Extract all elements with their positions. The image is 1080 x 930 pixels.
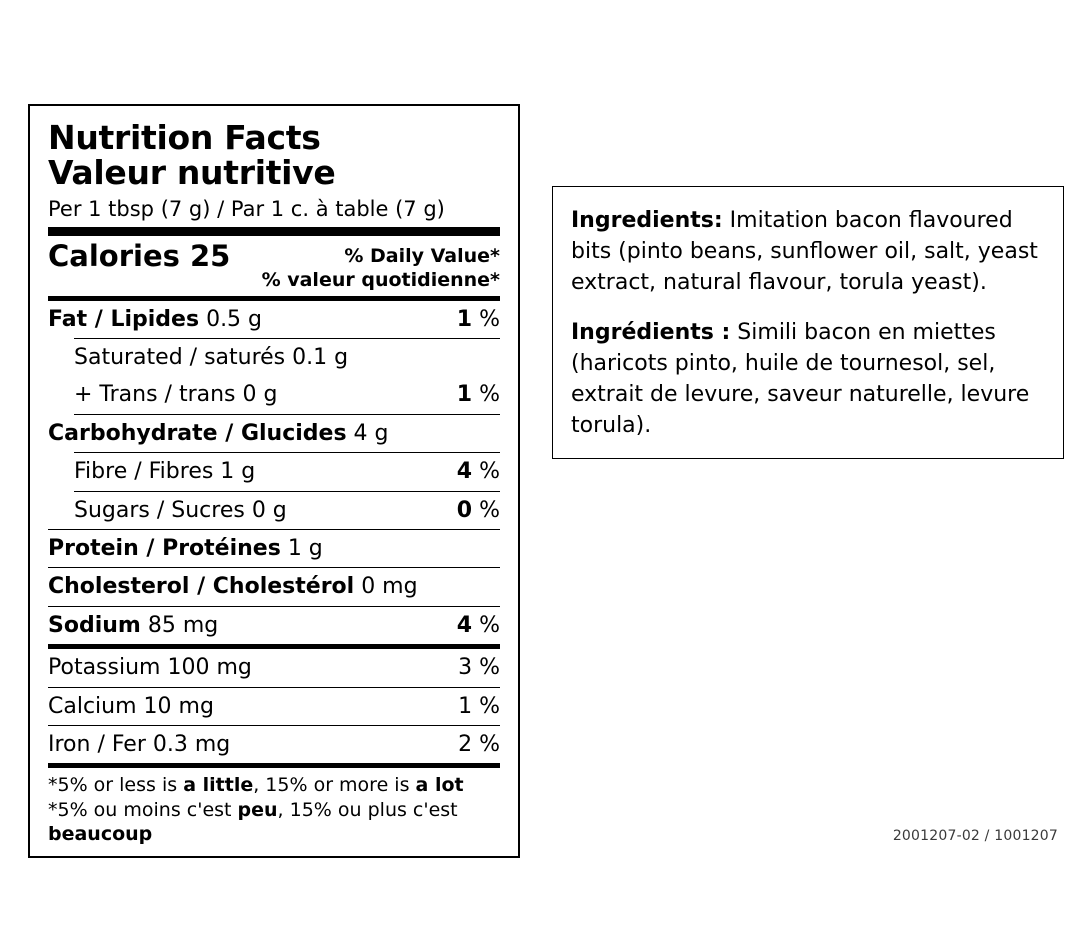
row-pct-trans-value: 1 (456, 382, 473, 408)
row-pct-calcium-sym: % (479, 693, 500, 719)
table-row-cholesterol (48, 568, 500, 605)
document-code: 2001207-02 / 1001207 (892, 828, 1058, 844)
row-pct-calcium-value: 1 (458, 693, 473, 719)
table-row-iron (48, 726, 500, 763)
row-label-fat-rest: 0.5 g (199, 306, 263, 332)
footnote-fr-c: , 15% ou plus c'est (277, 798, 458, 821)
row-label-sodium-bold: Sodium (48, 612, 141, 638)
row-label-sodium (48, 613, 218, 639)
ingredients-fr (571, 317, 1045, 442)
row-label-saturated: Saturated / saturés 0.1 g (74, 345, 349, 371)
serving-size: Per 1 tbsp (7 g) / Par 1 c. à table (7 g) (48, 196, 445, 221)
footnote-en-c: , 15% or more is (253, 774, 416, 797)
table-row-sugars (48, 492, 500, 529)
row-pct-iron (458, 732, 500, 758)
row-label-sugars: Sugars / Sucres 0 g (74, 497, 287, 523)
row-label-carbohydrate (48, 421, 389, 447)
row-pct-trans (457, 382, 500, 408)
row-pct-sodium (457, 613, 500, 639)
row-pct-potassium (458, 655, 500, 681)
row-label-potassium: Potassium 100 mg (48, 655, 252, 681)
row-label-calcium: Calcium 10 mg (48, 693, 214, 719)
row-pct-sugars-value: 0 (456, 497, 473, 523)
nutrition-title-fr: Valeur nutritive (48, 152, 336, 192)
table-row-trans (48, 376, 500, 413)
row-pct-fat-sym: % (479, 306, 500, 332)
row-pct-sugars-sym: % (479, 497, 500, 523)
nutrition-title-en: Nutrition Facts (48, 118, 321, 157)
row-label-protein (48, 536, 323, 562)
row-label-fat-bold: Fat / Lipides (48, 306, 200, 332)
footnote-fr-d: beaucoup (48, 823, 153, 846)
footnote-en-a: *5% or less is (48, 774, 184, 797)
ingredients-panel (552, 186, 1064, 459)
daily-value-header (262, 240, 500, 293)
calories-value: Calories 25 (48, 239, 231, 274)
table-row-carbohydrate (48, 415, 500, 452)
divider-thick-top (48, 227, 500, 236)
ingredients-text-fr: Simili bacon en miettes (haricots pinto, huile de tournesol, sel, extrait de levure, saveur naturelle, levure torula). (571, 319, 1030, 439)
row-label-cholesterol (48, 574, 418, 600)
row-label-sodium-rest: 85 mg (140, 612, 219, 638)
row-pct-calcium (458, 694, 500, 720)
row-pct-sodium-sym: % (479, 612, 500, 638)
row-pct-sodium-value: 4 (456, 612, 473, 638)
footnote-fr-a: *5% ou moins c'est (48, 798, 238, 821)
row-label-cholesterol-bold: Cholesterol / Cholestérol (48, 574, 355, 600)
row-pct-fibre (457, 459, 500, 485)
table-row-protein (48, 530, 500, 567)
footnote-en-b: a little (183, 774, 254, 797)
row-label-cholesterol-rest: 0 mg (354, 574, 418, 600)
ingredients-en (571, 205, 1045, 299)
table-row-sodium (48, 607, 500, 644)
table-row-saturated (48, 339, 500, 376)
footnote (48, 768, 500, 846)
row-label-fat (48, 307, 262, 333)
row-pct-fibre-value: 4 (456, 459, 473, 485)
row-pct-fat-value: 1 (456, 306, 473, 332)
row-label-carbohydrate-bold: Carbohydrate / Glucides (48, 420, 347, 446)
row-label-protein-rest: 1 g (280, 536, 323, 562)
footnote-en-d: a lot (415, 774, 464, 797)
row-label-protein-bold: Protein / Protéines (48, 536, 281, 562)
row-pct-potassium-sym: % (479, 655, 500, 681)
table-row-fibre (48, 453, 500, 490)
daily-value-fr: % valeur quotidienne* (261, 268, 500, 291)
row-pct-iron-sym: % (479, 732, 500, 757)
footnote-en (48, 773, 500, 797)
row-label-trans: + Trans / trans 0 g (74, 382, 278, 408)
table-row-potassium (48, 649, 500, 686)
ingredients-label-en: Ingredients: (571, 208, 723, 233)
calories-row (48, 236, 500, 296)
row-pct-trans-sym: % (479, 382, 500, 408)
row-pct-fat (457, 307, 500, 333)
row-label-carbohydrate-rest: 4 g (346, 420, 389, 446)
row-pct-fibre-sym: % (479, 459, 500, 485)
ingredients-text-en: Imitation bacon flavoured bits (pinto beans, sunflower oil, salt, yeast extract, natural flavour, torula yeast). (571, 208, 1038, 296)
table-row-calcium (48, 688, 500, 725)
row-pct-sugars (457, 498, 500, 524)
row-label-iron: Iron / Fer 0.3 mg (48, 732, 231, 757)
footnote-fr-b: peu (237, 798, 278, 821)
table-row-fat (48, 301, 500, 338)
row-label-fibre: Fibre / Fibres 1 g (74, 459, 256, 485)
ingredients-label-fr: Ingrédients : (571, 319, 731, 345)
row-pct-iron-value: 2 (458, 732, 473, 757)
daily-value-en: % Daily Value* (344, 245, 500, 268)
nutrition-facts-panel (28, 104, 520, 858)
row-pct-potassium-value: 3 (458, 655, 473, 681)
footnote-fr (48, 798, 500, 847)
